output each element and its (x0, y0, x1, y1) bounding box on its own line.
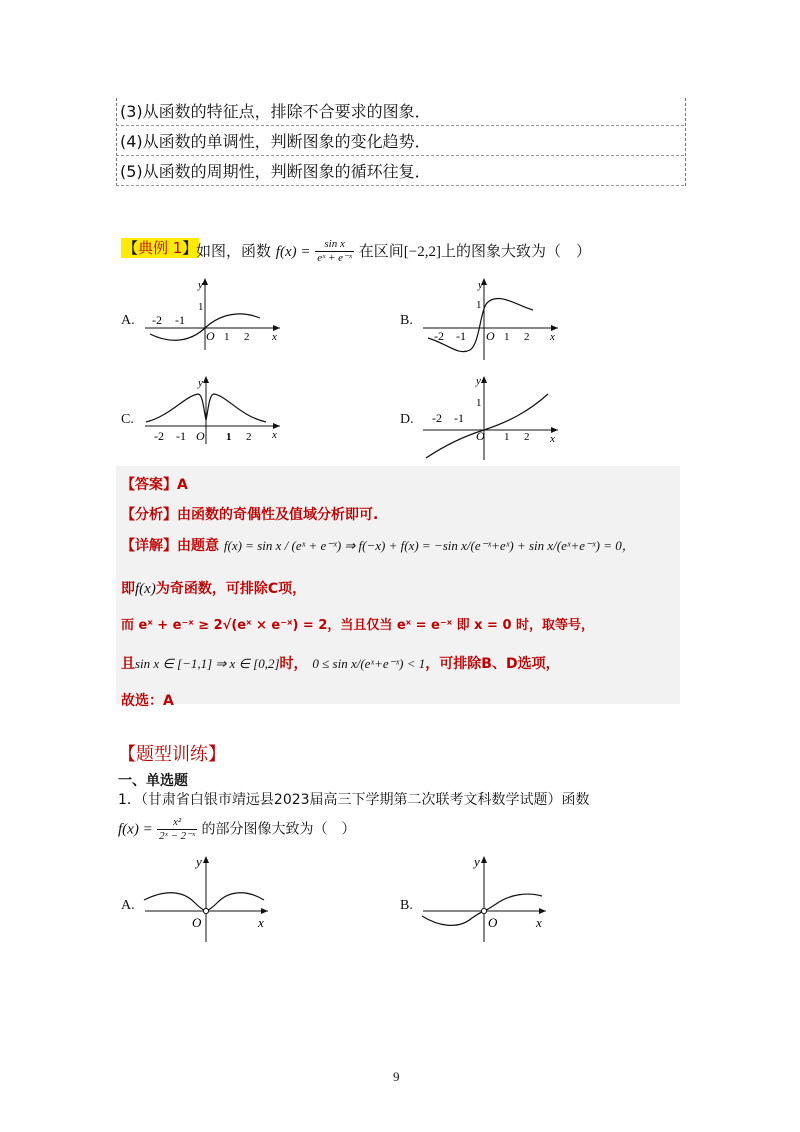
x-label: x (550, 433, 555, 445)
example-stem-suffix: 上的图象大致为（ ） (440, 242, 591, 260)
conclusion-line: 故选：A (121, 693, 174, 709)
q1-option-a-label: A. (121, 898, 135, 913)
hollow-point-icon (203, 908, 208, 913)
origin-label: O (486, 329, 495, 343)
option-d-label: D. (400, 412, 414, 427)
curve (426, 394, 548, 458)
y-axis-arrow-icon (481, 376, 487, 383)
tick-m1: -1 (456, 329, 466, 343)
option-b-graph (418, 272, 568, 362)
y-label: y (198, 279, 203, 291)
tick-1: 1 (504, 331, 510, 343)
x-axis-arrow-icon (539, 908, 546, 914)
origin-label: O (206, 329, 215, 343)
example-label-text: 典例 1 (138, 239, 183, 257)
origin-label: O (196, 429, 205, 443)
example-fraction: $\frac{\text{sin x}}{\text{eˣ + e⁻ˣ}}$ (317, 238, 352, 264)
inequality-line: 而 eˣ + e⁻ˣ ≥ 2√(eˣ × e⁻ˣ) = 2，当且仅当 eˣ = e⁻ˣ 即 x = 0 时，取等号， (121, 618, 595, 633)
x-axis-arrow-icon (261, 908, 268, 914)
y-axis-arrow-icon (202, 278, 208, 285)
tip-item-4: (4)从函数的单调性，判断图象的变化趋势． (116, 128, 684, 156)
origin-label: O (192, 915, 202, 930)
example-fx: f(x) = (275, 244, 311, 260)
q1-option-a-graph (140, 852, 275, 944)
option-d-graph (418, 372, 568, 462)
x-label: x (536, 915, 542, 930)
example-interval: [−2,2] (403, 244, 441, 260)
odd-function-fx: f(x) (135, 581, 156, 597)
range-line: 且sin x ∈ [−1,1] ⇒ x ∈ [0,2]时， 0 ≤ sin x/(eˣ+e⁻ˣ) < 1，可排除B、D选项， (121, 656, 560, 672)
tick-1-y: 1 (476, 397, 482, 409)
page-number: 9 (393, 1069, 400, 1084)
y-label: y (198, 377, 203, 389)
odd-function-line: 即f(x)为奇函数，可排除C项， (121, 581, 307, 597)
tick-1-y: 1 (198, 301, 204, 313)
analysis-line: 【分析】由函数的奇偶性及值域分析即可. (121, 507, 379, 523)
range-math: sin x ∈ [−1,1] ⇒ x ∈ [0,2] (135, 656, 280, 671)
y-axis-arrow-icon (203, 376, 209, 383)
q1-fraction: $\frac{\text{x²}}{\text{2ˣ − 2⁻ˣ}}$ (159, 816, 196, 842)
question-1-text: 1．（甘肃省白银市靖远县2023届高三下学期第二次联考文科数学试题）函数 (118, 792, 590, 808)
detail-line (121, 535, 635, 555)
tick-1: 1 (224, 331, 230, 343)
answer-line: 【答案】A (121, 477, 188, 493)
q1-option-b-graph (418, 852, 553, 944)
curve (144, 893, 264, 911)
option-a-graph (140, 272, 290, 352)
y-axis-arrow-icon (481, 856, 487, 863)
y-label: y (478, 279, 483, 291)
example-stem-prefix: 如图，函数 (196, 242, 272, 260)
tip-item-5: (5)从函数的周期性，判断图象的循环往复． (116, 158, 684, 186)
q1-fx: f(x) = (118, 821, 153, 838)
example-stem (196, 238, 591, 265)
option-c-graph (140, 372, 290, 447)
tick-1: 1 (226, 431, 232, 443)
tick-m2: -2 (152, 313, 162, 327)
x-label: x (272, 429, 277, 441)
example-label: 【典例 1】 (123, 239, 198, 257)
option-a-label: A. (121, 313, 135, 328)
section-heading: 一、单选题 (118, 773, 188, 789)
tick-1: 1 (504, 431, 510, 443)
tick-2: 2 (524, 331, 530, 343)
tick-m1: -1 (454, 411, 464, 425)
origin-label: O (476, 429, 485, 443)
example-stem-mid: 在区间 (358, 242, 404, 260)
detail-equation: f(x) = sin x / (eˣ + e⁻ˣ) ⇒ f(−x) + f(x) = −sin x/(e⁻ˣ+eˣ) + sin x/(eˣ+e⁻ˣ) = 0， (223, 538, 635, 553)
detail-label: 【详解】由题意 (121, 538, 219, 554)
tick-m1: -1 (176, 429, 186, 443)
y-label: y (196, 854, 202, 869)
origin-label: O (488, 915, 498, 930)
range-inequality: 0 ≤ sin x/(eˣ+e⁻ˣ) < 1 (312, 656, 426, 671)
tick-2: 2 (524, 431, 530, 443)
training-heading: 【题型训练】 (118, 744, 226, 765)
tick-2: 2 (246, 431, 252, 443)
tick-m2: -2 (432, 411, 442, 425)
question-1-function (118, 816, 356, 843)
tick-m2: -2 (154, 429, 164, 443)
tick-m2: -2 (434, 329, 444, 343)
tick-1-y: 1 (476, 299, 482, 311)
y-label: y (474, 854, 480, 869)
tick-m1: -1 (175, 313, 185, 327)
q1-suffix: 的部分图像大致为（ ） (201, 821, 356, 838)
q1-option-b-label: B. (400, 898, 413, 913)
x-label: x (272, 331, 277, 343)
x-label: x (258, 915, 264, 930)
tick-2: 2 (244, 331, 250, 343)
x-label: x (550, 331, 555, 343)
y-axis-arrow-icon (203, 856, 209, 863)
y-label: y (476, 375, 481, 387)
option-b-label: B. (400, 313, 413, 328)
option-c-label: C. (121, 412, 134, 427)
tip-item-3: (3)从函数的特征点，排除不合要求的图象． (116, 98, 684, 126)
hollow-point-icon (481, 908, 486, 913)
